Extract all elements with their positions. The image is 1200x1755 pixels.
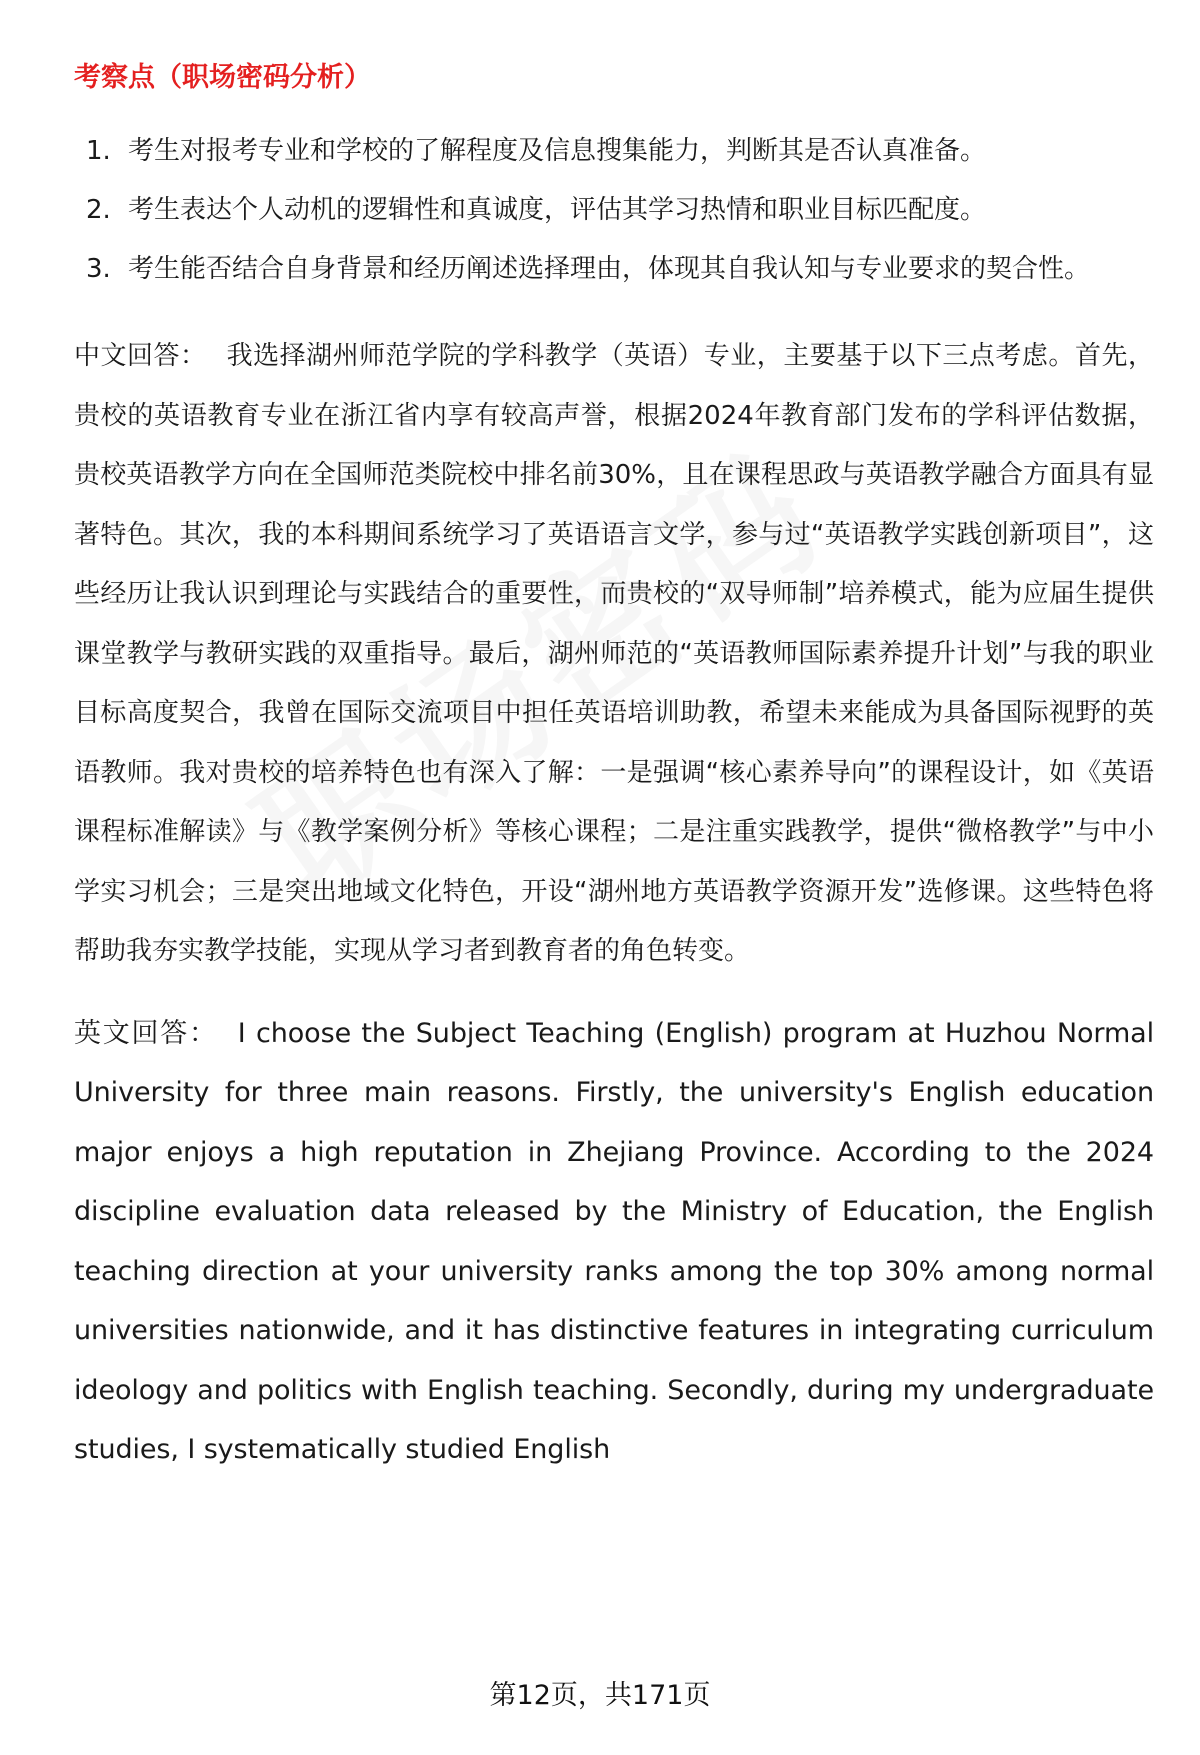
list-item-text: 考生表达个人动机的逻辑性和真诚度，评估其学习热情和职业目标匹配度。 (128, 195, 987, 225)
list-item (74, 122, 1154, 181)
page-number-footer: 第12页，共171页 (489, 1680, 711, 1711)
document-page (74, 58, 1154, 1480)
chinese-answer-paragraph (74, 327, 1154, 982)
english-answer-text: I choose the Subject Teaching (English) program at Huzhou Normal University for three main reasons. Firstly, the university's English education major enjoys a high reputation in Zhejiang Province. According to the 2024 discipline evaluation data released by the Ministry of Education, the English teaching direction at your university ranks among the top 30% among normal universities nationwide, and it has distinctive features in integrating curriculum ideology and politics with English teaching. Secondly, during my undergraduate studies, I systematically studied English (74, 1017, 1154, 1465)
list-item-text: 考生能否结合自身背景和经历阐述选择理由，体现其自我认知与专业要求的契合性。 (128, 254, 1091, 284)
list-item (74, 181, 1154, 240)
list-item-number: 1. (86, 136, 111, 166)
english-answer-label: 英文回答： (74, 1017, 218, 1049)
list-item-text: 考生对报考专业和学校的了解程度及信息搜集能力，判断其是否认真准备。 (128, 136, 987, 166)
english-answer-paragraph (74, 1004, 1154, 1480)
assessment-points-list (74, 122, 1154, 299)
chinese-answer-text: 我选择湖州师范学院的学科教学（英语）专业，主要基于以下三点考虑。首先，贵校的英语教育专业在浙江省内享有较高声誉，根据2024年教育部门发布的学科评估数据，贵校英语教学方向在全国师范类院校中排名前30%，且在课程思政与英语教学融合方面具有显著特色。其次，我的本科期间系统学习了英语语言文学，参与过“英语教学实践创新项目”，这些经历让我认识到理论与实践结合的重要性，而贵校的“双导师制”培养模式，能为应届生提供课堂教学与教研实践的双重指导。最后，湖州师范的“英语教师国际素养提升计划”与我的职业目标高度契合，我曾在国际交流项目中担任英语培训助教，希望未来能成为具备国际视野的英语教师。我对贵校的培养特色也有深入了解：一是强调“核心素养导向”的课程设计，如《英语课程标准解读》与《教学案例分析》等核心课程；二是注重实践教学，提供“微格教学”与中小学实习机会；三是突出地域文化特色，开设“湖州地方英语教学资源开发”选修课。这些特色将帮助我夯实教学技能，实现从学习者到教育者的角色转变。 (74, 341, 1154, 966)
section-title: 考察点（职场密码分析） (74, 62, 371, 93)
chinese-answer-label: 中文回答： (74, 341, 207, 371)
list-item-number: 2. (86, 195, 111, 225)
list-item-number: 3. (86, 254, 111, 284)
list-item (74, 240, 1154, 299)
